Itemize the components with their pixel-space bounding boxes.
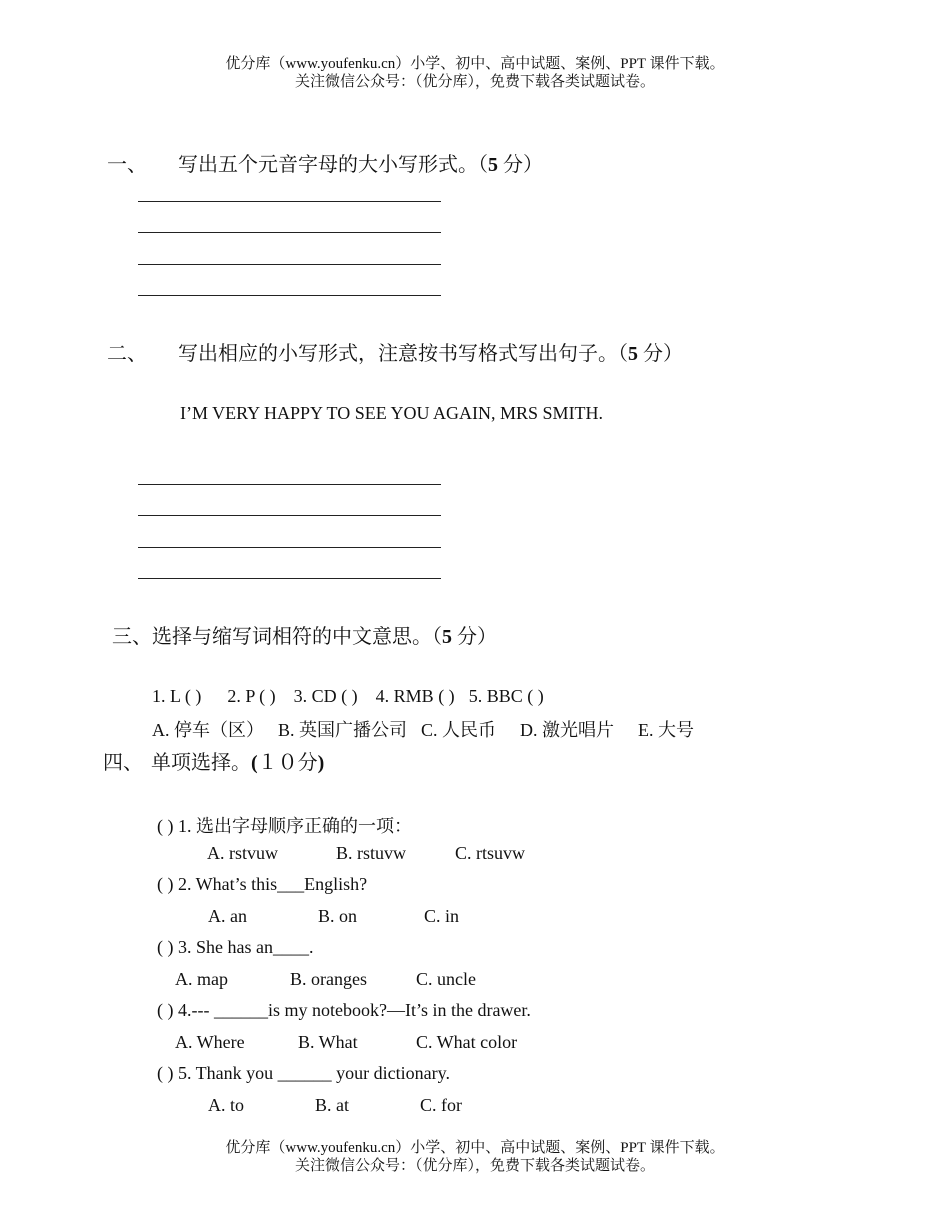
section2-number: 二、 [107, 343, 147, 365]
meaning-option: E. 大号 [638, 720, 695, 740]
section1-score: 5 [488, 154, 498, 176]
abbr-item: 5. BBC ( ) [468, 686, 544, 706]
page-footer-line1: 优分库（www.youfenku.cn）小学、初中、高中试题、案例、PPT 课件下载。 [225, 1140, 725, 1156]
section3-items [152, 686, 544, 707]
section3-title: 三、选择与缩写词相符的中文意思。（5 分） [112, 626, 497, 648]
abbr-item: 1. L ( ) [152, 686, 202, 706]
question-option: C. in [424, 906, 460, 926]
page-footer-line2: 关注微信公众号：（优分库），免费下载各类试题试卷。 [294, 1158, 655, 1174]
abbr-item: 2. P ( ) [227, 686, 276, 706]
question-stem: ( ) 2. What’s this___English? [157, 874, 368, 894]
section2-title: 写出相应的小写形式，注意按书写格式写出句子。（5 分） [178, 343, 683, 365]
question-option: B. on [318, 906, 358, 926]
meaning-option: D. 激光唱片 [520, 720, 615, 740]
answer-line[interactable] [138, 264, 441, 265]
question-option: A. map [175, 969, 228, 989]
section2-sentence: I’M VERY HAPPY TO SEE YOU AGAIN, MRS SMITH. [180, 403, 604, 423]
question-option: C. uncle [416, 969, 476, 989]
answer-line[interactable] [138, 578, 441, 579]
answer-line[interactable] [138, 201, 441, 202]
question-option: A. an [208, 906, 247, 926]
question-option: B. What [298, 1032, 358, 1052]
question-stem: ( ) 1. 选出字母顺序正确的一项： [157, 816, 412, 836]
answer-line[interactable] [138, 295, 441, 296]
section4-score: １０分 [257, 752, 318, 774]
abbr-item: 4. RMB ( ) [375, 686, 455, 706]
question-option: C. for [420, 1095, 462, 1115]
question-stem: ( ) 5. Thank you ______ your dictionary. [157, 1063, 450, 1083]
question-option: B. at [315, 1095, 349, 1115]
abbr-item: 3. CD ( ) [293, 686, 358, 706]
section1-title: 写出五个元音字母的大小写形式。（5 分） [178, 154, 543, 176]
section2-score: 5 [628, 343, 638, 365]
question-stem: ( ) 4.--- ______is my notebook?—It’s in the drawer. [157, 1000, 531, 1020]
question-stem: ( ) 3. She has an____. [157, 937, 314, 957]
page-header-line1: 优分库（www.youfenku.cn）小学、初中、高中试题、案例、PPT 课件下载。 [225, 56, 725, 72]
question-option: C. rtsuvw [455, 843, 526, 863]
meaning-option: B. 英国广播公司 [278, 720, 408, 740]
answer-line[interactable] [138, 232, 441, 233]
answer-line[interactable] [138, 484, 441, 485]
question-option: B. rstuvw [336, 843, 407, 863]
page-header-line2: 关注微信公众号：（优分库），免费下载各类试题试卷。 [294, 74, 655, 90]
section1-number: 一、 [107, 154, 147, 176]
question-option: A. rstvuw [207, 843, 278, 863]
meaning-option: C. 人民币 [421, 720, 497, 740]
meaning-option: A. 停车（区） [152, 720, 264, 740]
question-option: A. Where [175, 1032, 245, 1052]
section3-options [152, 716, 694, 742]
section3-score: 5 [442, 626, 452, 648]
section4-number: 四、 [103, 752, 143, 774]
question-option: A. to [208, 1095, 244, 1115]
answer-line[interactable] [138, 515, 441, 516]
question-option: B. oranges [290, 969, 367, 989]
answer-line[interactable] [138, 547, 441, 548]
section4-heading: 四、 单项选择。(１０分) [103, 752, 325, 774]
question-option: C. What color [416, 1032, 518, 1052]
